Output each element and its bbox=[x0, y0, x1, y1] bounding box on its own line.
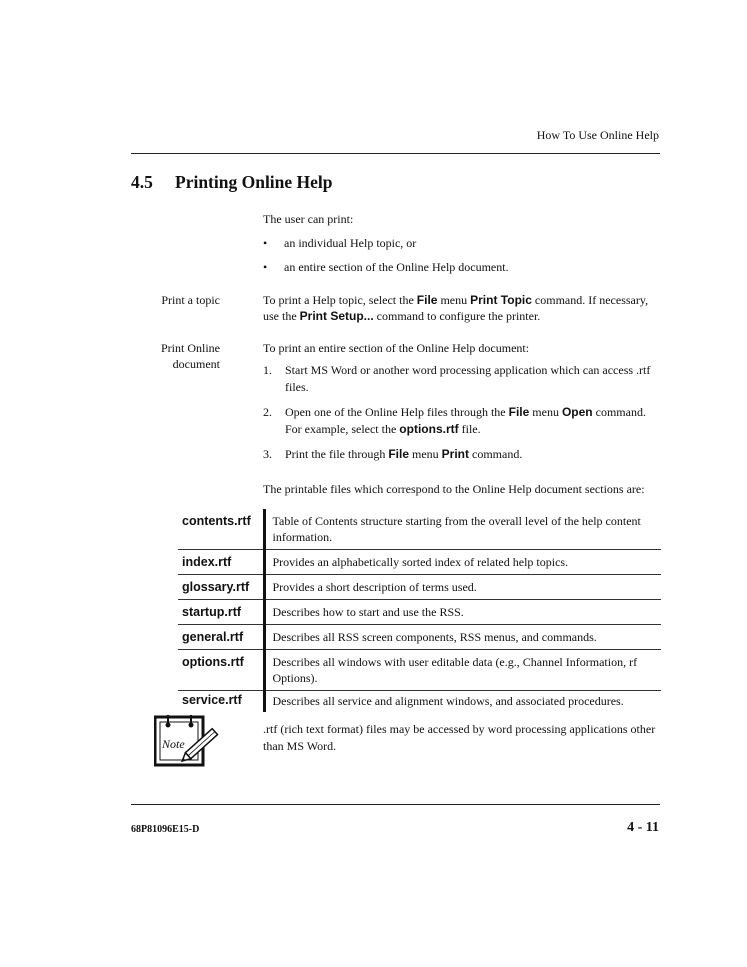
section-title: Printing Online Help bbox=[175, 172, 333, 192]
text-run: command. For example, select the bbox=[285, 405, 646, 436]
sidehead-print-topic: Print a topic bbox=[161, 293, 220, 307]
file-description-cell: Describes how to start and use the RSS. bbox=[264, 600, 661, 625]
file-name-cell: glossary.rtf bbox=[178, 575, 264, 600]
table-row bbox=[178, 550, 661, 575]
section-number: 4.5 bbox=[131, 172, 153, 192]
file-name-cell: index.rtf bbox=[178, 550, 264, 575]
text-run: To print a Help topic, select the bbox=[263, 293, 417, 307]
table-row bbox=[178, 575, 661, 600]
table-row bbox=[178, 691, 661, 713]
step-item bbox=[263, 446, 661, 463]
file-description-cell: Provides an alphabetically sorted index of related help topics. bbox=[264, 550, 661, 575]
text-run: file. bbox=[458, 422, 481, 436]
sidehead-print-document bbox=[161, 340, 220, 372]
section-heading bbox=[131, 172, 333, 193]
file-name-options: options.rtf bbox=[399, 422, 459, 436]
menu-name-file: File bbox=[416, 293, 438, 307]
step-text bbox=[285, 446, 661, 463]
command-print-setup: Print Setup... bbox=[299, 309, 374, 323]
text-run: menu bbox=[529, 405, 562, 419]
step-number: 3. bbox=[263, 447, 272, 461]
step-item bbox=[263, 362, 661, 396]
command-print: Print bbox=[441, 447, 470, 461]
table-row bbox=[178, 650, 661, 691]
step-text bbox=[285, 404, 661, 438]
print-document-lead: To print an entire section of the Online Help document: bbox=[263, 341, 530, 355]
bullet-text: an individual Help topic, or bbox=[284, 236, 417, 250]
text-run: Print the file through bbox=[285, 447, 389, 461]
note-icon-label: Note bbox=[162, 737, 185, 751]
table-lead: The printable files which correspond to the Online Help document sections are: bbox=[263, 482, 645, 496]
sidehead-line: Print Online bbox=[161, 341, 220, 355]
file-description-cell: Describes all RSS screen components, RSS menus, and commands. bbox=[264, 625, 661, 650]
file-description-cell: Describes all service and alignment windows, and associated procedures. bbox=[272, 694, 624, 708]
table-row bbox=[178, 625, 661, 650]
text-run: command. bbox=[469, 447, 523, 461]
step-number: 1. bbox=[263, 363, 272, 377]
command-print-topic: Print Topic bbox=[470, 293, 532, 307]
text-run: menu bbox=[409, 447, 442, 461]
running-header: How To Use Online Help bbox=[536, 128, 659, 142]
note-pad-pencil-icon bbox=[154, 715, 228, 767]
file-description-cell: Table of Contents structure starting from the overall level of the help content information. bbox=[264, 509, 661, 550]
header-rule bbox=[131, 153, 660, 154]
command-open: Open bbox=[561, 405, 593, 419]
page-number: 4 - 11 bbox=[627, 820, 659, 835]
step-item bbox=[263, 404, 661, 438]
intro-lead: The user can print: bbox=[263, 212, 354, 226]
table-row bbox=[178, 600, 661, 625]
bullet-icon: • bbox=[263, 236, 268, 250]
menu-name-file: File bbox=[388, 447, 409, 461]
table-row bbox=[178, 509, 661, 550]
file-description-cell: Provides a short description of terms used. bbox=[264, 575, 661, 600]
bullet-icon: • bbox=[263, 260, 268, 274]
text-run: menu bbox=[437, 293, 471, 307]
file-name-cell: service.rtf bbox=[178, 691, 264, 713]
text-run: use the bbox=[263, 309, 300, 323]
menu-name-file: File bbox=[508, 405, 530, 419]
files-table bbox=[178, 509, 661, 712]
file-name-cell: general.rtf bbox=[178, 625, 264, 650]
note-icon bbox=[154, 715, 228, 767]
text-run: command. If necessary, bbox=[531, 293, 649, 307]
text-run: command to configure the printer. bbox=[373, 309, 541, 323]
file-name-cell: options.rtf bbox=[178, 650, 264, 691]
file-description-cell: Describes all windows with user editable data (e.g., Channel Information, rf Options). bbox=[264, 650, 661, 691]
step-text: Start MS Word or another word processing application which can access .rtf files. bbox=[285, 363, 651, 394]
file-name-cell: contents.rtf bbox=[178, 509, 264, 550]
bullet-text: an entire section of the Online Help document. bbox=[284, 260, 509, 274]
footer-rule bbox=[131, 804, 660, 805]
text-run: Open one of the Online Help files through the bbox=[285, 405, 509, 419]
file-name-cell: startup.rtf bbox=[178, 600, 264, 625]
sidehead-line: document bbox=[172, 357, 220, 371]
document-number: 68P81096E15-D bbox=[131, 824, 200, 835]
print-topic-paragraph bbox=[263, 292, 661, 324]
step-number: 2. bbox=[263, 405, 272, 419]
note-text: .rtf (rich text format) files may be accessed by word processing applications other than MS Word. bbox=[263, 722, 656, 753]
